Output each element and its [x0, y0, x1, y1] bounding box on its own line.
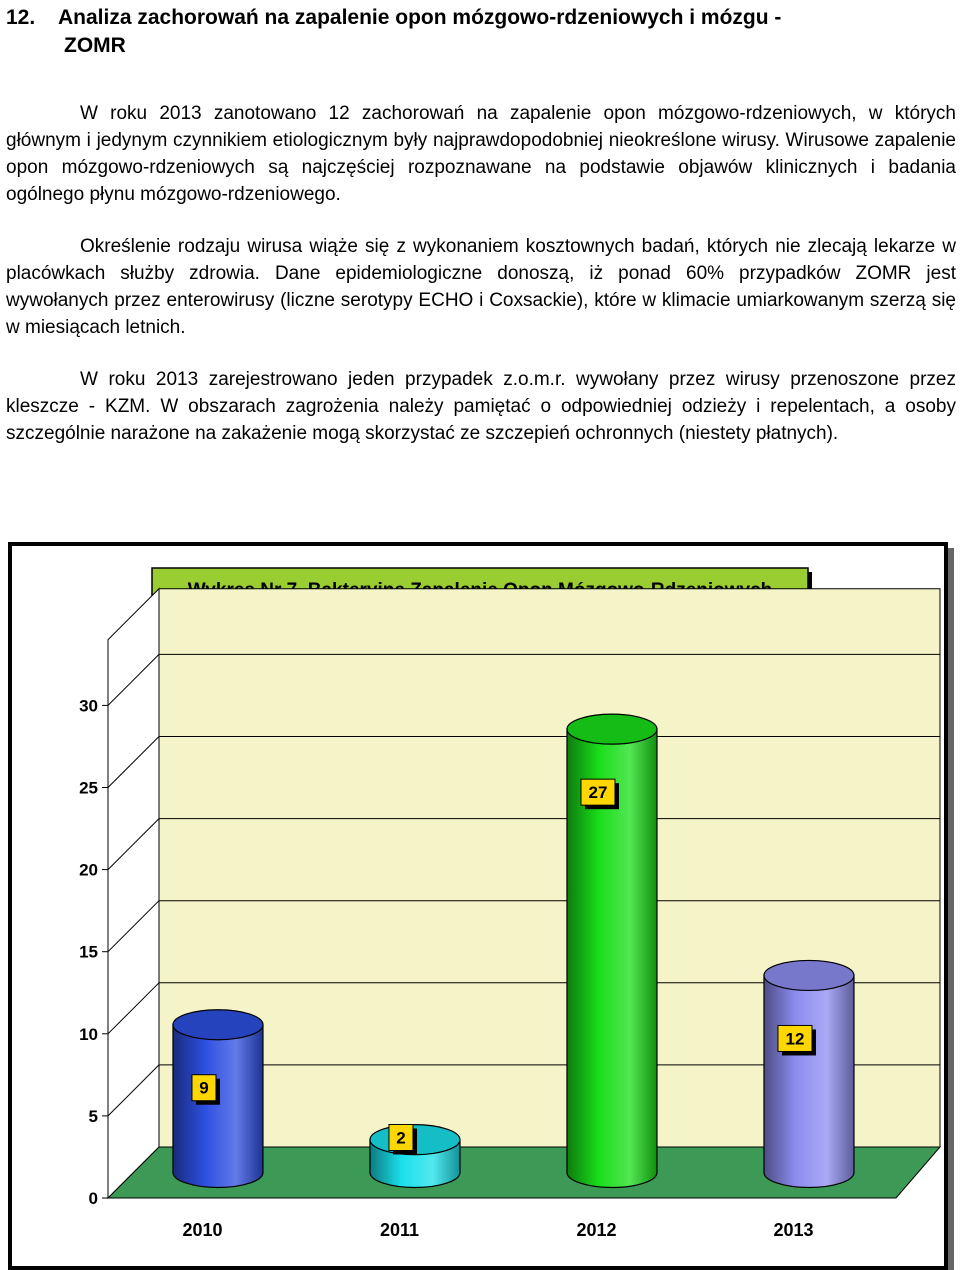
data-label: 12: [785, 1029, 805, 1049]
chart-frame: [8, 542, 948, 1270]
data-label: 2: [396, 1128, 406, 1148]
bar-chart: [12, 546, 944, 1266]
bar-top: [173, 1010, 263, 1040]
paragraph-tick-borne: W roku 2013 zarejestrowano jeden przypadek z.o.m.r. wywołany przez wirusy przenoszone przez kleszcze - KZM. W obszarach zagrożenia należy pamiętać o odpowiedniej odzieży i repelentach, a osoby szczególnie narażone na zakażenie mogą skorzystać ze szczepień ochronnych (niestety płatnych).: [6, 369, 956, 444]
y-tick-label: 10: [79, 1024, 98, 1044]
bar-2012: [567, 714, 657, 1187]
y-tick-label: 30: [79, 696, 98, 716]
data-label: 27: [588, 783, 608, 803]
y-tick-label: 5: [88, 1106, 98, 1126]
section-heading: [6, 4, 956, 60]
section-title-continued: ZOMR: [64, 34, 126, 57]
y-tick-label: 15: [79, 942, 98, 962]
bar-2011: [370, 1125, 460, 1188]
bar-2013: [764, 960, 854, 1187]
y-tick-label: 20: [79, 860, 98, 880]
x-tick-label: 2011: [379, 1220, 420, 1240]
section-number: 12.: [6, 6, 36, 29]
x-tick-label: 2013: [773, 1220, 814, 1240]
bar-body: [173, 1025, 263, 1188]
paragraph-viral-meningitis: W roku 2013 zanotowano 12 zachorowań na zapalenie opon mózgowo-rdzeniowych, w których głównym i jedynym czynnikiem etiologicznym były najprawdopodobniej nieokreślone wirusy. Wirusowe zapalenie opon mózgowo-rdzeniowych są najczęściej rozpoznawane na podstawie objawów klinicznych i badania ogólnego płynu mózgowo-rdzeniowego.: [6, 103, 956, 205]
data-label: 9: [199, 1078, 209, 1098]
section-title: Analiza zachorowań na zapalenie opon mózgowo-rdzeniowych i mózgu -: [58, 6, 782, 29]
y-tick-label: 25: [79, 778, 98, 798]
bar-2010: [173, 1010, 263, 1188]
bar-top: [764, 960, 854, 990]
x-tick-label: 2010: [182, 1220, 223, 1240]
paragraph-virus-identification: Określenie rodzaju wirusa wiąże się z wykonaniem kosztownych badań, których nie zlecają lekarze w placówkach służby zdrowia. Dane epidemiologiczne donoszą, iż ponad 60% przypadków ZOMR jest wywołanych przez enterowirusy (liczne serotypy ECHO i Coxsackie), które w klimacie umiarkowanym szerzą się w miesiącach letnich.: [6, 236, 956, 338]
bar-body: [764, 975, 854, 1187]
bar-top: [567, 714, 657, 744]
x-tick-label: 2012: [576, 1220, 617, 1240]
y-tick-label: 0: [88, 1189, 98, 1208]
